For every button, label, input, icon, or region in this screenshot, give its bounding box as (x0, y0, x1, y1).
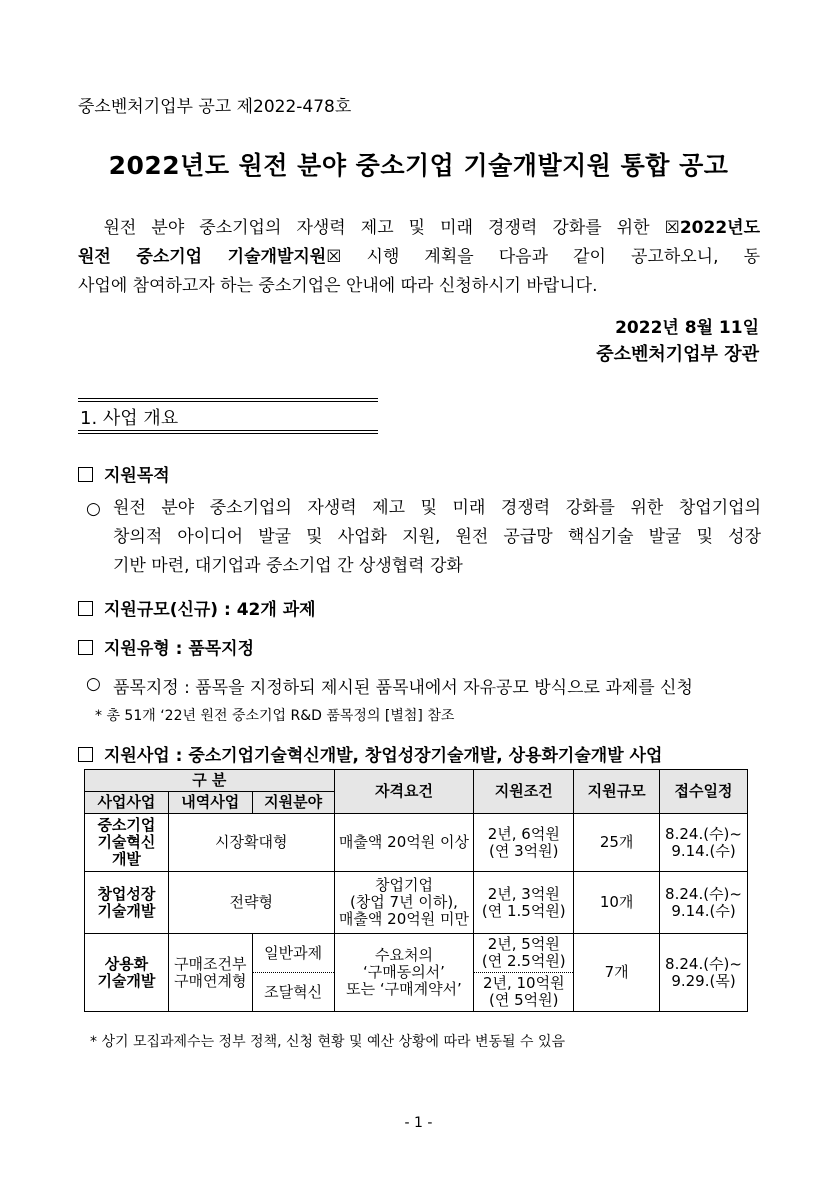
intro-text-1: 원전 분야 중소기업의 자생력 제고 및 미래 경쟁력 강화를 위한 (103, 218, 665, 238)
page-number: - 1 - (404, 1115, 433, 1131)
heading-type (78, 634, 254, 659)
square-bullet-icon (78, 640, 93, 655)
table-cell-schedule: 8.24.(수)~ 9.29.(목) (660, 934, 748, 1012)
programs-note: * 상기 모집과제수는 정부 정책, 신청 현황 및 예산 상황에 따라 변동될 수 있음 (90, 1034, 566, 1050)
table-cell-requirements: 창업기업 (창업 7년 이하), 매출액 20억원 미만 (334, 872, 474, 934)
table-cell-field: 조달혁신 (252, 973, 334, 1012)
table-cell-scale: 25개 (574, 814, 660, 872)
checkbox-mark-open: ☒ (664, 218, 680, 238)
type-description: 품목지정 : 품목을 지정하되 제시된 품목내에서 자유공모 방식으로 과제를 신청 (113, 678, 693, 698)
intro-bold-program: 원전 중소기업 기술개발지원 (78, 247, 327, 267)
divider (78, 430, 378, 431)
square-bullet-icon (78, 601, 93, 616)
table-cell-schedule: 8.24.(수)~ 9.14.(수) (660, 814, 748, 872)
table-header-conditions: 지원조건 (474, 770, 574, 814)
heading-text: 지원목적 (104, 466, 170, 486)
heading-text: 지원사업 : 중소기업기술혁신개발, 창업성장기술개발, 상용화기술개발 사업 (104, 746, 663, 766)
square-bullet-icon (78, 467, 93, 482)
type-note: * 총 51개 ‘22년 원전 중소기업 R&D 품목정의 [별첨] 참조 (95, 708, 455, 724)
table-cell-conditions: 2년, 5억원 (연 2.5억원) (474, 934, 574, 973)
intro-text-2: 시행 계획을 다음과 같이 공고하오니, 동 (341, 247, 760, 267)
heading-text: 지원유형 : 품목지정 (104, 639, 255, 659)
heading-scale (78, 595, 316, 620)
table-header-business: 사업사업 (85, 792, 169, 814)
divider (78, 401, 378, 402)
table-header-scale: 지원규모 (574, 770, 660, 814)
announcement-date: 2022년 8월 11일 (615, 318, 759, 338)
document-title: 2022년도 원전 분야 중소기업 기술개발지원 통합 공고 (108, 151, 729, 180)
divider (78, 398, 378, 399)
table-cell-sub: 전략형 (168, 872, 334, 934)
intro-line-1 (78, 214, 760, 243)
table-cell-scale: 10개 (574, 872, 660, 934)
checkbox-mark-close: ☒ (326, 247, 342, 267)
intro-line-3: 사업에 참여하고자 하는 중소기업은 안내에 따라 신청하시기 바랍니다. (78, 276, 598, 296)
table-cell-schedule: 8.24.(수)~ 9.14.(수) (660, 872, 748, 934)
table-cell-business: 상용화 기술개발 (85, 934, 169, 1012)
table-cell-business: 중소기업 기술혁신 개발 (85, 814, 169, 872)
purpose-line: 창의적 아이디어 발굴 및 사업화 지원, 원전 공급망 핵심기술 발굴 및 성장 (113, 527, 761, 547)
purpose-line: 기반 마련, 대기업과 중소기업 간 상생협력 강화 (113, 556, 463, 576)
announcement-number: 중소벤처기업부 공고 제2022-478호 (78, 97, 352, 117)
table-cell-sub: 구매조건부 구매연계형 (168, 934, 252, 1012)
square-bullet-icon (78, 747, 93, 762)
table-cell-scale: 7개 (574, 934, 660, 1012)
divider (78, 433, 378, 434)
heading-programs (78, 741, 662, 766)
table-header-sub: 내역사업 (168, 792, 252, 814)
table-cell-conditions: 2년, 10억원 (연 5억원) (474, 973, 574, 1012)
circle-bullet-icon: ○ (86, 499, 101, 519)
table-cell-field: 일반과제 (252, 934, 334, 973)
table-cell-business: 창업성장 기술개발 (85, 872, 169, 934)
purpose-line: 원전 분야 중소기업의 자생력 제고 및 미래 경쟁력 강화를 위한 창업기업의 (113, 498, 761, 518)
table-header-group: 구 분 (85, 770, 335, 792)
intro-line-2 (78, 243, 760, 272)
table-cell-conditions: 2년, 6억원 (연 3억원) (474, 814, 574, 872)
minister-signature: 중소벤처기업부 장관 (596, 344, 759, 365)
section-header-1 (78, 398, 378, 434)
table-cell-sub: 시장확대형 (168, 814, 334, 872)
table-header-field: 지원분야 (252, 792, 334, 814)
intro-paragraph (78, 214, 760, 301)
purpose-paragraph (113, 494, 761, 581)
intro-bold-year: 2022년도 (679, 218, 760, 238)
table-header-schedule: 접수일정 (660, 770, 748, 814)
heading-purpose (78, 461, 170, 486)
table-cell-conditions: 2년, 3억원 (연 1.5억원) (474, 872, 574, 934)
table-cell-requirements: 수요처의 ‘구매동의서’ 또는 ‘구매계약서’ (334, 934, 474, 1012)
heading-text: 지원규모(신규) : 42개 과제 (104, 600, 316, 620)
table-header-requirements: 자격요건 (334, 770, 474, 814)
circle-bullet-icon: ○ (86, 674, 101, 694)
table-cell-requirements: 매출액 20억원 이상 (334, 814, 474, 872)
section-title: 1. 사업 개요 (80, 408, 179, 429)
programs-table (84, 769, 748, 1012)
